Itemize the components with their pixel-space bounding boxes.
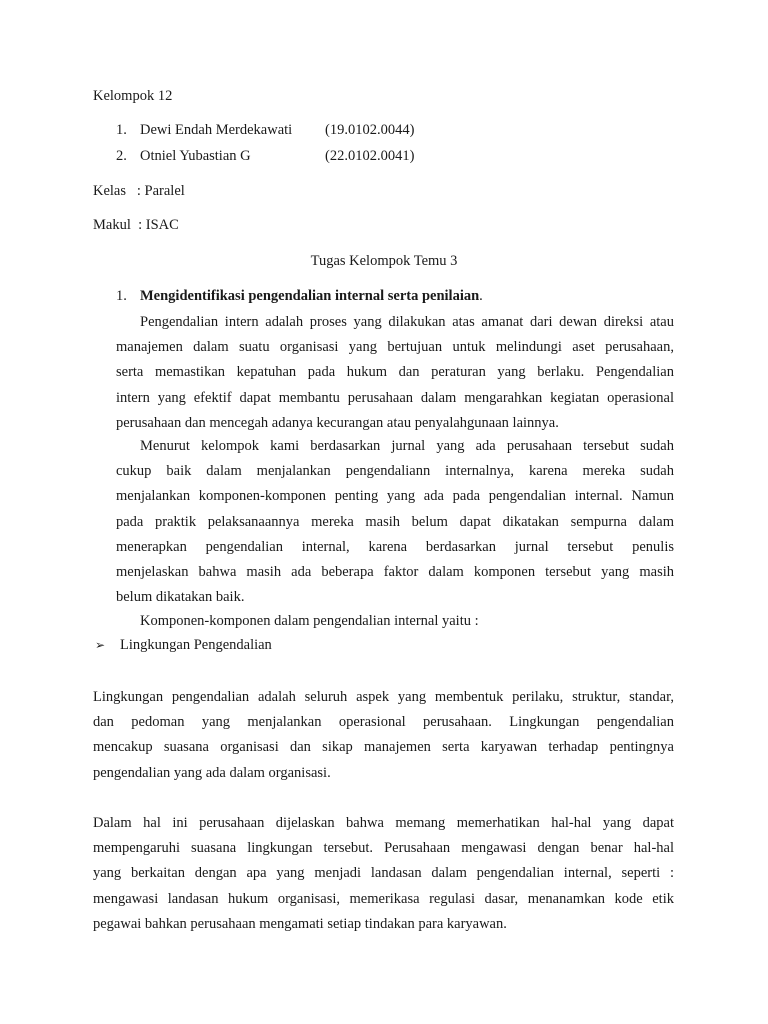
member-name: Dewi Endah Merdekawati (140, 122, 293, 138)
text-line: pengendalian yang ada dalam organisasi. (93, 764, 331, 781)
components-intro: Komponen-komponen dalam pengendalian internal yaitu : (140, 613, 479, 629)
paragraph-2 (116, 434, 674, 610)
bullet-label: Lingkungan Pengendalian (120, 637, 272, 653)
paragraph-1 (116, 310, 674, 436)
course-line: Makul : ISAC (93, 217, 179, 233)
member-id: (22.0102.0041) (325, 148, 415, 164)
text-line: pada praktik pelaksanaannya mereka masih belum dapat dikatakan sempurna dalam (116, 513, 674, 530)
text-line: menjalankan komponen-komponen penting yang ada pada pengendalian internal. Namun (116, 488, 674, 505)
section-heading-suffix: . (479, 288, 483, 304)
text-line: mencakup suasana organisasi dan sikap manajemen serta karyawan terhadap pentingnya (93, 739, 674, 756)
text-line: Pengendalian intern adalah proses yang dilakukan atas amanat dari dewan direksi atau (140, 314, 674, 330)
member-name: Otniel Yubastian G (140, 148, 251, 164)
member-number: 1. (116, 122, 127, 138)
section-heading-text: Mengidentifikasi pengendalian internal serta penilaian (140, 288, 480, 304)
text-line: menjelaskan bahwa masih ada beberapa faktor dalam komponen tersebut yang masih (116, 563, 674, 580)
group-title: Kelompok 12 (93, 88, 173, 104)
text-line: cukup baik dalam menjalankan pengendaliann internalnya, karena mereka sudah (116, 463, 674, 480)
class-line: Kelas : Paralel (93, 183, 185, 199)
text-line: perusahaan dan mencegah adanya kecurangan atau penyalahgunaan lainnya. (116, 414, 559, 431)
member-number: 2. (116, 148, 127, 164)
arrow-bullet-icon: ➢ (95, 638, 106, 652)
text-line: yang berkaitan dengan apa yang menjadi landasan dalam pengendalian internal, seperti : (93, 865, 674, 882)
document-title: Tugas Kelompok Temu 3 (310, 253, 458, 269)
text-line: mengawasi landasan hukum organisasi, memerikasa regulasi dasar, menanamkan kode etik (93, 890, 674, 907)
member-id: (19.0102.0044) (325, 122, 415, 138)
text-line: Lingkungan pengendalian adalah seluruh aspek yang membentuk perilaku, struktur, standar, (93, 689, 674, 705)
paragraph-4 (93, 811, 674, 937)
text-line: pegawai bahkan perusahaan mengamati setiap tindakan para karyawan. (93, 915, 507, 932)
section-number: 1. (116, 288, 127, 304)
text-line: mempengaruhi suasana lingkungan tersebut. Perusahaan mengawasi dengan benar hal-hal (93, 840, 674, 857)
text-line: manajemen dalam suatu organisasi yang bertujuan untuk melindungi aset perusahaan, (116, 339, 674, 356)
text-line: Dalam hal ini perusahaan dijelaskan bahwa memang memerhatikan hal-hal yang dapat (93, 815, 674, 831)
text-line: Menurut kelompok kami berdasarkan jurnal yang ada perusahaan tersebut sudah (140, 438, 674, 454)
text-line: serta memastikan kepatuhan pada hukum dan peraturan yang berlaku. Pengendalian (116, 364, 674, 381)
text-line: belum dikatakan baik. (116, 589, 245, 606)
section-heading (140, 288, 483, 305)
paragraph-3 (93, 685, 674, 786)
text-line: menerapkan pengendalian internal, karena berdasarkan jurnal tersebut penulis (116, 538, 674, 555)
text-line: intern yang efektif dapat membantu perusahaan dalam mengarahkan kegiatan operasional (116, 389, 674, 406)
text-line: dan pedoman yang menjalankan operasional perusahaan. Lingkungan pengendalian (93, 714, 674, 731)
